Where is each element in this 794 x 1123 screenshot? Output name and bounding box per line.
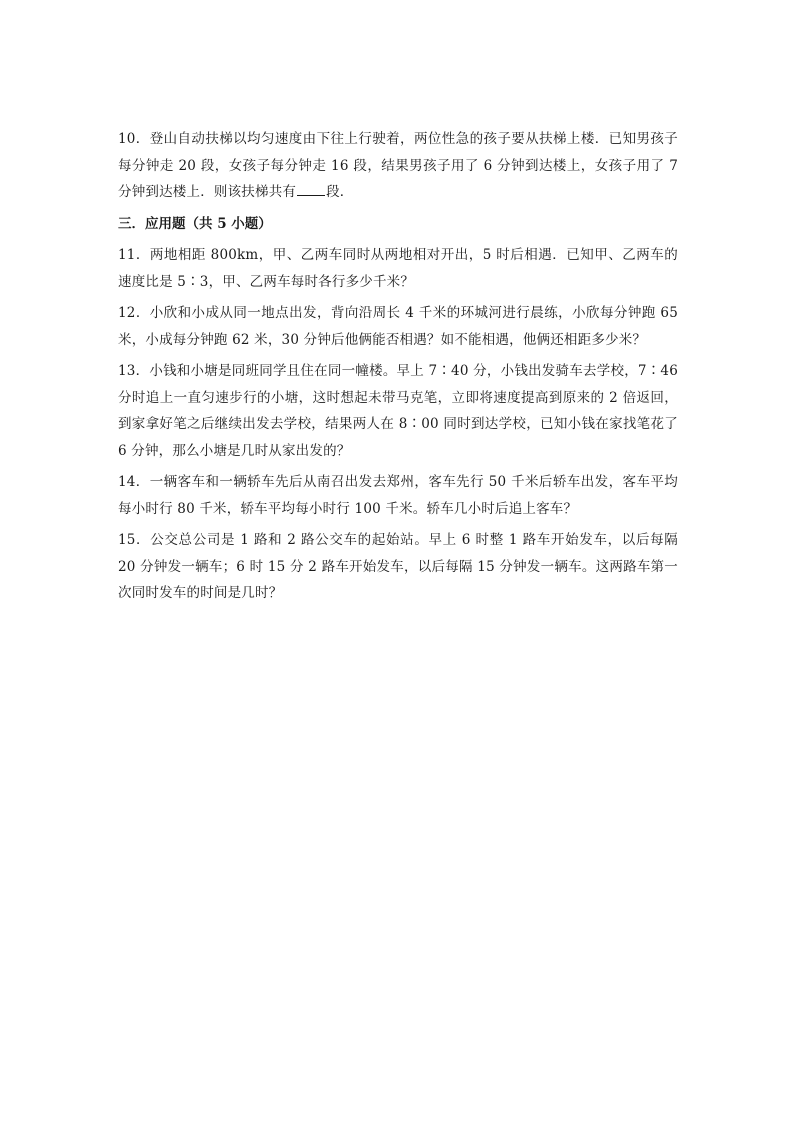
question-10 [118,126,678,206]
question-10-tail: 段． [326,184,354,200]
question-13: 13．小钱和小塘是同班同学且住在同一幢楼。早上 7∶40 分，小钱出发骑车去学校，7∶46 分时追上一直匀速步行的小塘，这时想起未带马克笔，立即将速度提高到原来的 2 倍返回，到家拿好笔之后继续出发去学校，结果两人在 8∶00 同时到达学校，已知小钱在家找笔花了 6 分钟，那么小塘是几时从家出发的？ [118,363,678,459]
question-15: 15．公交总公司是 1 路和 2 路公交车的起始站。早上 6 时整 1 路车开始发车，以后每隔 20 分钟发一辆车；6 时 15 分 2 路车开始发车，以后每隔 15 分钟发一辆车。这两路车第一次同时发车的时间是几时？ [118,532,678,601]
question-10-text: 10．登山自动扶梯以均匀速度由下往上行驶着，两位性急的孩子要从扶梯上楼．已知男孩子每分钟走 20 段，女孩子每分钟走 16 段，结果男孩子用了 6 分钟到达楼上，女孩子用了 7 分钟到达楼上．则该扶梯共有 [118,131,678,200]
question-14: 14．一辆客车和一辆轿车先后从南召出发去郑州，客车先行 50 千米后轿车出发，客车平均每小时行 80 千米，轿车平均每小时行 100 千米。轿车几小时后追上客车？ [118,474,678,517]
section-heading: 三．应用题（共 5 小题） [118,215,272,232]
question-11: 11．两地相距 800km，甲、乙两车同时从两地相对开出，5 时后相遇．已知甲、乙两车的速度比是 5∶3，甲、乙两车每时各行多少千米？ [118,247,678,290]
question-12: 12．小欣和小成从同一地点出发，背向沿周长 4 千米的环城河进行晨练，小欣每分钟跑 65 米，小成每分钟跑 62 米，30 分钟后他俩能否相遇？如不能相遇，他俩还相距多少米？ [118,305,678,348]
document-content [118,126,678,607]
answer-blank [297,181,325,196]
